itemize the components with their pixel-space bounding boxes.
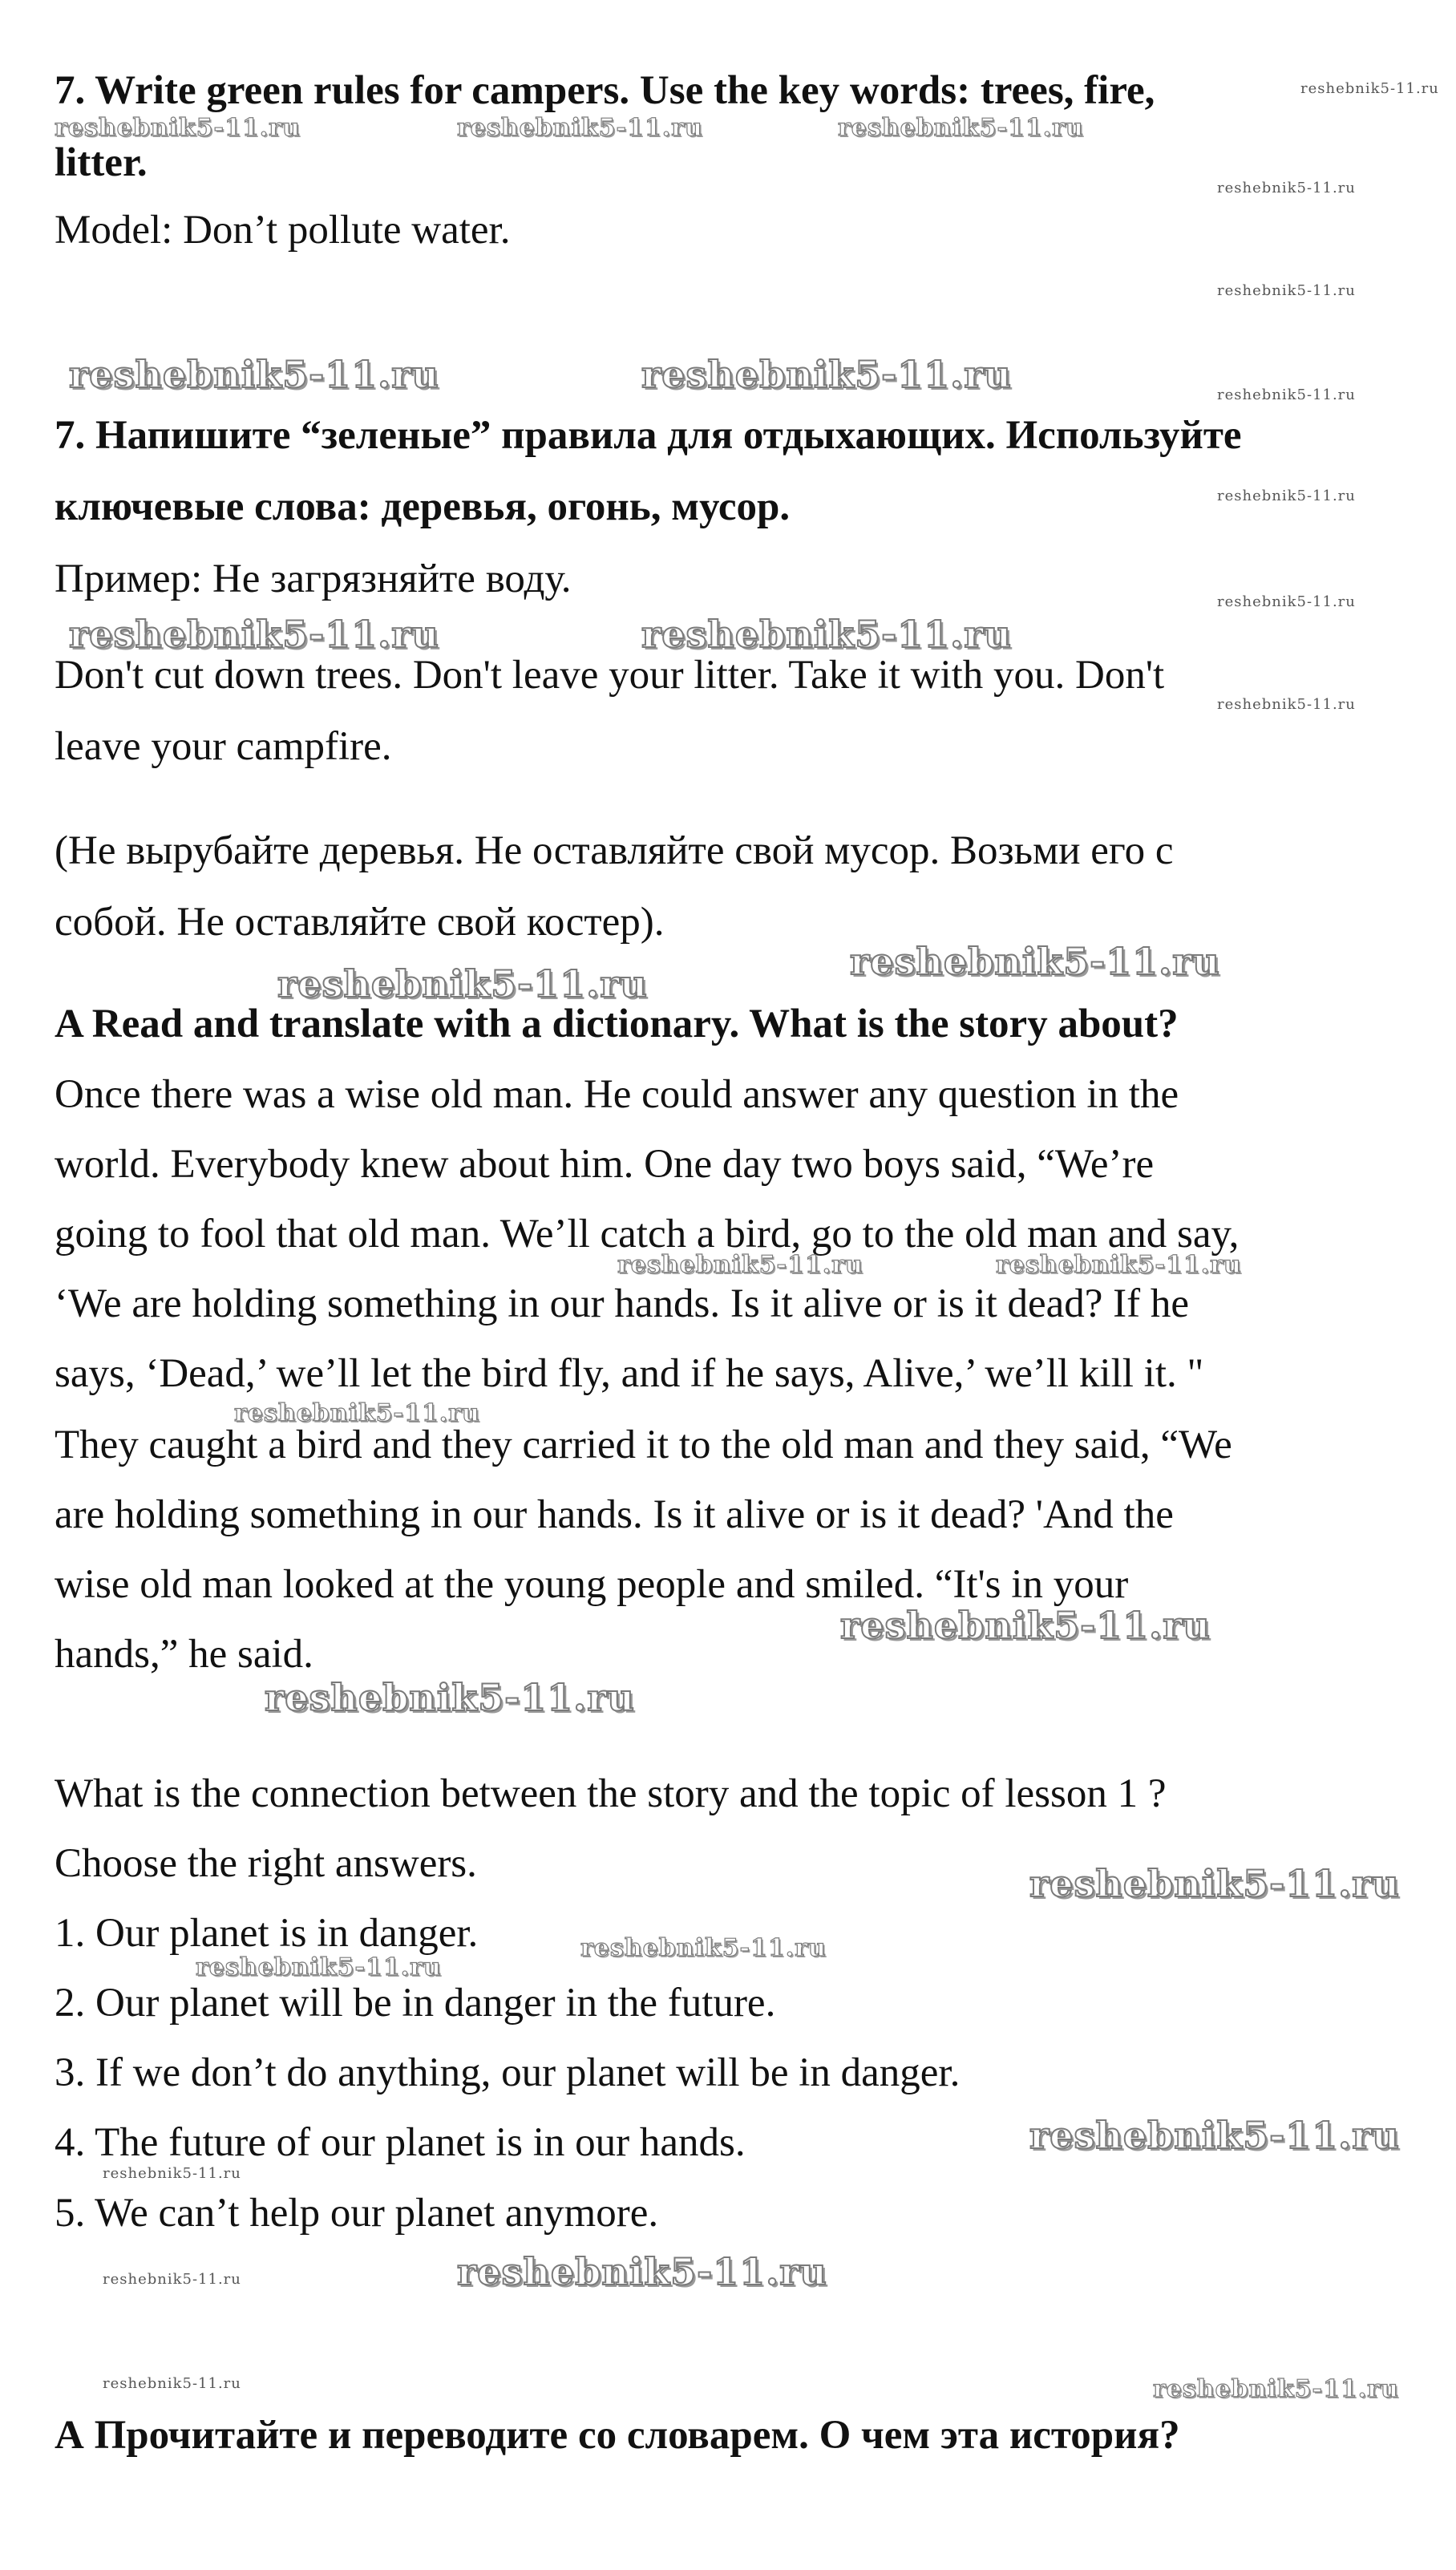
story-line: going to fool that old man. We’ll catch a bird, go to the old man and say, (55, 1212, 1240, 1257)
watermark: reshebnik5-11.ru (234, 1399, 480, 1427)
answer-option: 5. We can’t help our planet anymore. (55, 2191, 659, 2236)
watermark: reshebnik5-11.ru (55, 114, 301, 142)
story-line: Once there was a wise old man. He could answer any question in the (55, 1072, 1179, 1117)
task7-ru-model: Пример: Не загрязняйте воду. (55, 556, 572, 601)
answer-option: 1. Our planet is in danger. (55, 1911, 479, 1956)
story-line: hands,” he said. (55, 1632, 313, 1677)
watermark: reshebnik5-11.ru (1300, 80, 1439, 97)
question-line1: What is the connection between the story and the topic of lesson 1 ? (55, 1771, 1167, 1816)
watermark: reshebnik5-11.ru (1217, 282, 1356, 299)
answer-option: 3. If we don’t do anything, our planet will be in danger. (55, 2050, 961, 2095)
watermark: reshebnik5-11.ru (1217, 696, 1356, 713)
task7-answer-line2: leave your campfire. (55, 724, 392, 769)
story-line: world. Everybody knew about him. One day two boys said, “We’re (55, 1142, 1155, 1187)
watermark: reshebnik5-11.ru (580, 1934, 827, 1962)
task7-ru-heading-line2: ключевые слова: деревья, огонь, мусор. (55, 484, 791, 529)
watermark: reshebnik5-11.ru (196, 1953, 442, 1981)
story-line: says, ‘Dead,’ we’ll let the bird fly, and if he says, Alive,’ we’ll kill it. " (55, 1351, 1204, 1396)
task7-heading-line1: 7. Write green rules for campers. Use the key words: trees, fire, (55, 68, 1155, 113)
watermark: reshebnik5-11.ru (69, 353, 439, 396)
watermark: reshebnik5-11.ru (457, 2250, 827, 2293)
taskA-ru-heading: А Прочитайте и переводите со словарем. О чем эта история? (55, 2413, 1180, 2458)
watermark: reshebnik5-11.ru (457, 114, 703, 142)
watermark: reshebnik5-11.ru (1217, 180, 1356, 196)
watermark: reshebnik5-11.ru (277, 962, 648, 1006)
question-line2: Choose the right answers. (55, 1841, 477, 1886)
watermark: reshebnik5-11.ru (1029, 1862, 1400, 1905)
watermark: reshebnik5-11.ru (69, 613, 439, 656)
watermark: reshebnik5-11.ru (641, 353, 1012, 396)
watermark: reshebnik5-11.ru (617, 1251, 863, 1279)
story-line: ‘We are holding something in our hands. Is it alive or is it dead? If he (55, 1281, 1190, 1326)
task7-ru-answer-line2: собой. Не оставляйте свой костер). (55, 900, 665, 945)
watermark: reshebnik5-11.ru (996, 1251, 1242, 1279)
watermark: reshebnik5-11.ru (641, 613, 1012, 656)
taskA-heading: A Read and translate with a dictionary. What is the story about? (55, 1002, 1179, 1046)
watermark: reshebnik5-11.ru (1217, 488, 1356, 504)
watermark: reshebnik5-11.ru (1029, 2114, 1400, 2157)
watermark: reshebnik5-11.ru (850, 940, 1220, 983)
watermark: reshebnik5-11.ru (838, 114, 1084, 142)
story-line: are holding something in our hands. Is it alive or is it dead? 'And the (55, 1492, 1174, 1537)
story-line: They caught a bird and they carried it to the old man and they said, “We (55, 1423, 1232, 1467)
watermark: reshebnik5-11.ru (1217, 387, 1356, 403)
task7-model: Model: Don’t pollute water. (55, 208, 511, 253)
watermark: reshebnik5-11.ru (103, 2165, 241, 2182)
watermark: reshebnik5-11.ru (1153, 2375, 1399, 2403)
task7-heading-line2: litter. (55, 140, 148, 185)
task7-answer-line1: Don't cut down trees. Don't leave your litter. Take it with you. Don't (55, 653, 1165, 698)
watermark: reshebnik5-11.ru (103, 2271, 241, 2288)
answer-option: 4. The future of our planet is in our hands. (55, 2120, 746, 2165)
story-line: wise old man looked at the young people and smiled. “It's in your (55, 1562, 1129, 1607)
watermark: reshebnik5-11.ru (1217, 593, 1356, 610)
watermark: reshebnik5-11.ru (265, 1676, 635, 1719)
answer-option: 2. Our planet will be in danger in the future. (55, 1981, 776, 2026)
task7-ru-heading-line1: 7. Напишите “зеленые” правила для отдыхающих. Используйте (55, 413, 1242, 458)
watermark: reshebnik5-11.ru (840, 1604, 1211, 1647)
task7-ru-answer-line1: (Не вырубайте деревья. Не оставляйте свой мусор. Возьми его с (55, 828, 1174, 873)
watermark: reshebnik5-11.ru (103, 2375, 241, 2392)
